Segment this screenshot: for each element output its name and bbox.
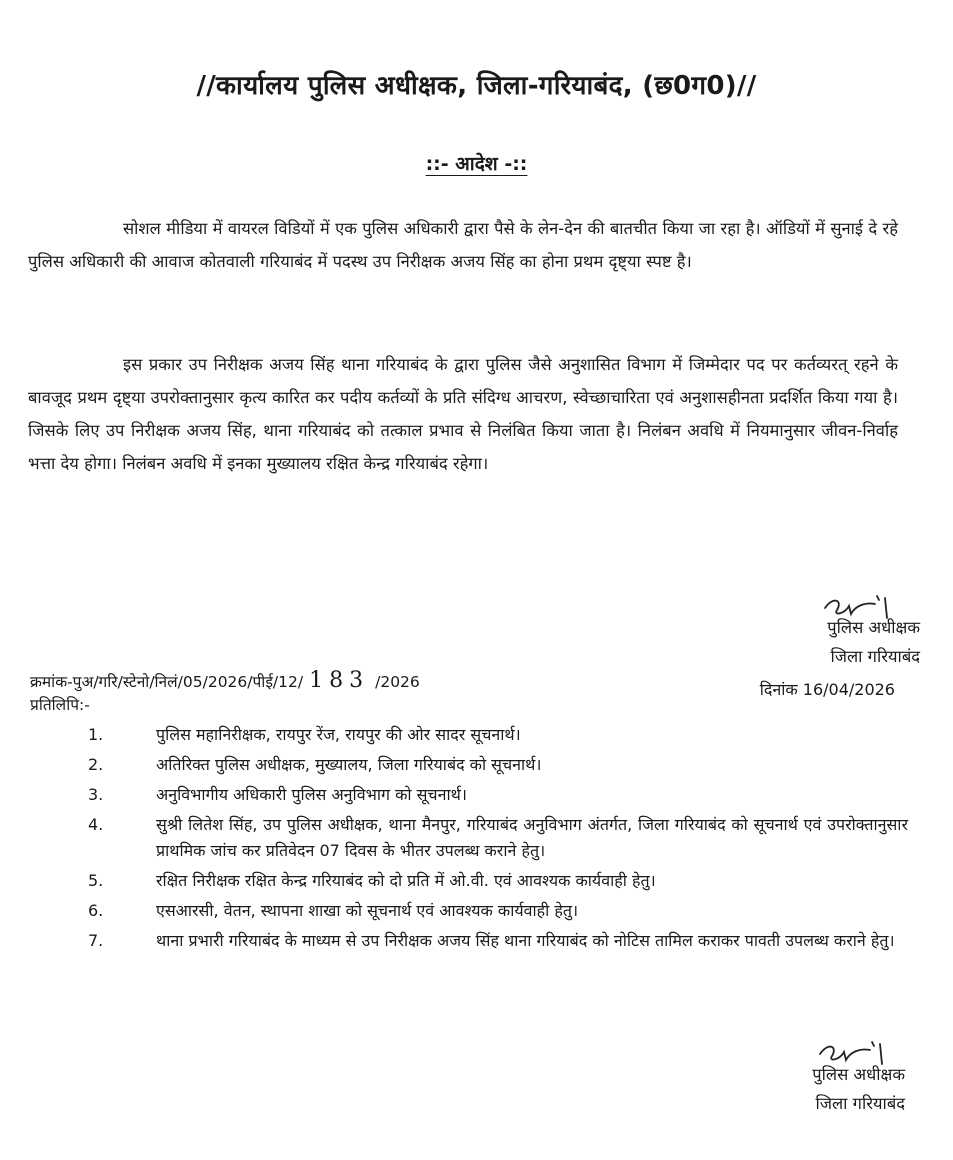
list-item	[88, 928, 908, 954]
list-item	[88, 812, 908, 864]
reference-prefix: क्रमांक-पुअ/गरि/स्टेनो/निलं/05/2026/पीई/12/	[30, 673, 304, 691]
order-date: दिनांक 16/04/2026	[759, 680, 895, 699]
signature-1-district: जिला गरियाबंद	[830, 647, 920, 666]
list-item-number: 3.	[88, 785, 104, 804]
copy-to-label: प्रतिलिपि:-	[30, 696, 90, 714]
list-item-number: 1.	[88, 725, 104, 744]
office-title: //कार्यालय पुलिस अधीक्षक, जिला-गरियाबंद, (छ0ग0)//	[196, 71, 757, 101]
list-item-text: अनुविभागीय अधिकारी पुलिस अनुविभाग को सूचनार्थ।	[156, 785, 467, 804]
order-heading	[0, 150, 953, 176]
paragraph-1: सोशल मीडिया में वायरल विडियों में एक पुलिस अधिकारी द्वारा पैसे के लेन-देन की बातचीत किया जा रहा है। ऑडियों में सुनाई दे रहे पुलिस अधिकारी की आवाज कोतवाली गरियाबंद में पदस्थ उप निरीक्षक अजय सिंह का होना प्रथम दृष्ट्या स्पष्ट है।	[28, 219, 898, 271]
list-item	[88, 752, 908, 778]
reference-suffix: /2026	[375, 673, 420, 691]
list-item-number: 2.	[88, 755, 104, 774]
copy-to-list	[88, 722, 908, 958]
list-item	[88, 898, 908, 924]
signature-1	[760, 583, 920, 671]
list-item-number: 5.	[88, 871, 104, 890]
list-item-text: रक्षित निरीक्षक रक्षित केन्द्र गरियाबंद को दो प्रति में ओ.वी. एवं आवश्यक कार्यवाही हेतु।	[156, 871, 656, 890]
list-item-text: एसआरसी, वेतन, स्थापना शाखा को सूचनार्थ एवं आवश्यक कार्यवाही हेतु।	[156, 901, 579, 920]
list-item	[88, 868, 908, 894]
list-item-number: 7.	[88, 931, 104, 950]
list-item-number: 6.	[88, 901, 104, 920]
paragraph-2: इस प्रकार उप निरीक्षक अजय सिंह थाना गरियाबंद के द्वारा पुलिस जैसे अनुशासित विभाग में जिम्मेदार पद पर कर्तव्यरत् रहने के बावजूद प्रथम दृष्ट्या उपरोक्तानुसार कृत्य कारित कर पदीय कर्तव्यों के प्रति संदिग्ध आचरण, स्वेच्छाचारिता एवं अनुशासहीनता प्रदर्शित किया गया है। जिसके लिए उप निरीक्षक अजय सिंह, थाना गरियाबंद को तत्काल प्रभाव से निलंबित किया जाता है। निलंबन अवधि में नियमानुसार जीवन-निर्वाह भत्ता देय होगा। निलंबन अवधि में इनका मुख्यालय रक्षित केन्द्र गरियाबंद रहेगा।	[28, 355, 898, 473]
signature-2-designation: पुलिस अधीक्षक	[812, 1065, 905, 1084]
signature-2	[745, 1028, 905, 1118]
list-item-number: 4.	[88, 815, 104, 834]
list-item-text: अतिरिक्त पुलिस अधीक्षक, मुख्यालय, जिला गरियाबंद को सूचनार्थ।	[156, 755, 542, 774]
reference-number	[30, 668, 420, 693]
list-item-text: सुश्री लितेश सिंह, उप पुलिस अधीक्षक, थाना मैनपुर, गरियाबंद अनुविभाग अंतर्गत, जिला गरियाबंद को सूचनार्थ एवं उपरोक्तानुसार प्राथमिक जांच कर प्रतिवेदन 07 दिवस के भीतर उपलब्ध कराने हेतु।	[156, 815, 908, 860]
list-item-text: पुलिस महानिरीक्षक, रायपुर रेंज, रायपुर की ओर सादर सूचनार्थ।	[156, 725, 521, 744]
list-item	[88, 722, 908, 748]
signature-2-district: जिला गरियाबंद	[815, 1094, 905, 1113]
order-heading-text: ::- आदेश -::	[425, 153, 528, 175]
list-item-text: थाना प्रभारी गरियाबंद के माध्यम से उप निरीक्षक अजय सिंह थाना गरियाबंद को नोटिस तामिल कराकर पावती उपलब्ध कराने हेतु।	[156, 931, 895, 950]
list-item	[88, 782, 908, 808]
signature-1-designation: पुलिस अधीक्षक	[827, 618, 920, 637]
reference-handwritten-number: 183	[309, 668, 370, 693]
